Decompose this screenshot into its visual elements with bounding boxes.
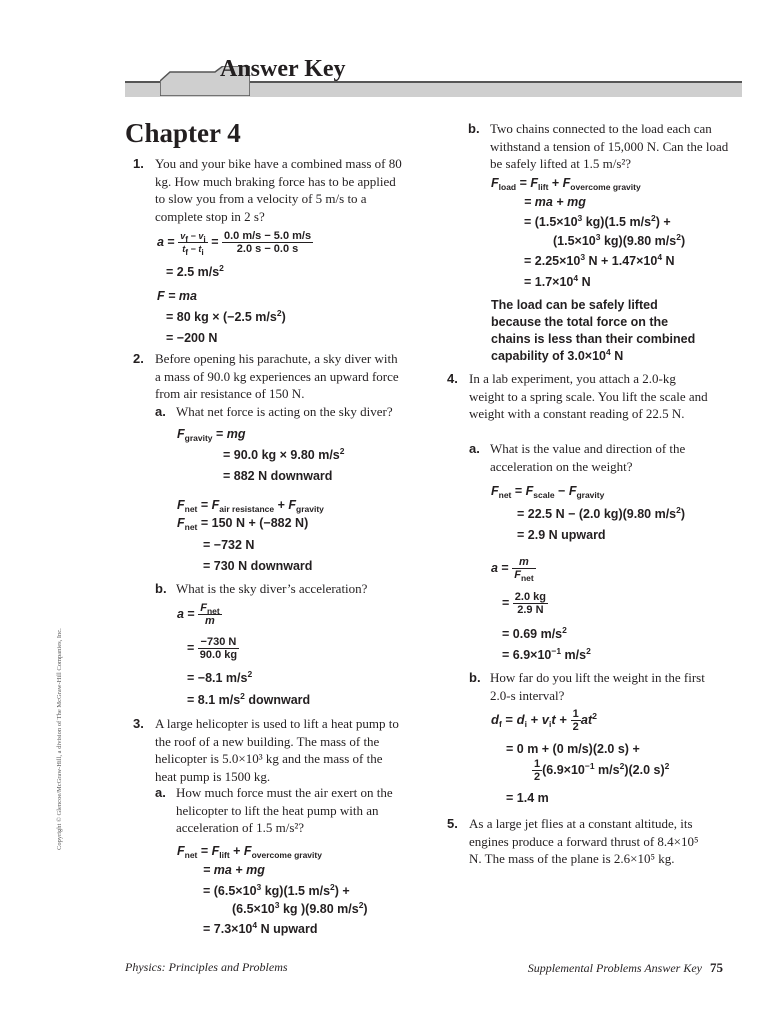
q2b-frac-den: 90.0 kg (199, 649, 238, 661)
q4a-eq-val: = 0.69 $m/s^2$ (502, 625, 567, 641)
q3b-eq-result: = $1.7\times 10^4$ N (524, 273, 591, 289)
q2-text: Before opening his parachute, a sky diver with a mass of 90.0 kg experiences an upward force from air resistance of 150 N. (155, 351, 399, 402)
q4a-frac-num: 2.0 kg (514, 591, 546, 603)
q3a-eq-sub1: = ($6.5\times 10^3$ kg)(1.5 $m/s^2$) + (203, 882, 350, 898)
page-number: 75 (710, 960, 723, 975)
q3a-eq-net: $F_{net} = F_{lift} + F_{overcome gravity}$ (177, 844, 322, 860)
q2a-eq-net-sub: $F_{net} = 150$ N + (−882 N) (177, 516, 309, 532)
q4a-text: What is the value and direction of the acceleration on the weight? (490, 441, 686, 474)
q1-frac-den: 2.0 s − 0.0 s (236, 243, 299, 255)
q3b-conclusion-1: The load can be safely lifted (491, 298, 658, 312)
q4a-label: a. (469, 441, 480, 456)
q2a-eq-net: $F_{net} = F_{air resistance} + F_{gravity}$ (177, 498, 324, 514)
q3b-text: Two chains connected to the load each can withstand a tension of 15,000 N. Can the load be safely lifted at 1.5 m/s²? (490, 121, 729, 172)
q2a-eq-net-result: = 730 N downward (203, 559, 313, 573)
q2b-eq-result: = −8.1 $m/s^2$ (187, 669, 253, 685)
q3a-label: a. (155, 785, 166, 800)
q1-eq-sub: = 80 kg × (−2.5 $m/s^2$) (166, 308, 286, 324)
q4b-eq-sub1: = 0 m + (0 m/s)(2.0 s) + (506, 742, 640, 756)
q4-number: 4. (447, 371, 458, 386)
q3a-eq-sub2: ($6.5\times 10^3$ kg )(9.80 $m/s^2$) (232, 900, 368, 916)
q2a-eq-net-val: = −732 N (203, 538, 255, 552)
q4a-eq-net: $F_{net} = F_{scale} - F_{gravity}$ (491, 484, 605, 500)
q2a-eq-weight: = 90.0 kg × 9.80 $m/s^2$ (223, 446, 345, 462)
q2b-eq-result-dir: = 8.1 $m/s^2$ downward (187, 691, 311, 707)
q3b-eq-load: $F_{load} = F_{lift} + F_{overcome gravity}$ (491, 176, 641, 192)
q1-text: You and your bike have a combined mass of 80 kg. How much braking force has to be applied to slow you from a velocity of 5 m/s to a complete stop in 2 s? (155, 156, 402, 224)
q5-text: As a large jet flies at a constant altitude, its engines produce a forward thrust of 8.4×10⁵ N. The mass of the plane is 2.6×10⁵ kg. (469, 816, 699, 867)
q4a-eq-formula: a = $\frac{m}{F_{net}}$ (491, 556, 534, 583)
header-title: Answer Key (220, 56, 346, 82)
q4b-label: b. (469, 670, 481, 685)
q2b-eq-formula: a = $\frac{F_{net}}{m}$ (177, 602, 220, 627)
q2b-frac-num: −730 N (198, 636, 239, 649)
q1-number: 1. (133, 156, 144, 171)
q4a-eq-sub: = 22.5 N − (2.0 kg)(9.80 $m/s^2$) (517, 505, 686, 521)
q4b-eq-formula: $d_f = d_i + v_it$ + $\frac{1}{2}$ $at^2$ (491, 708, 597, 733)
q3b-eq-ma-mg: = ma + mg (524, 195, 586, 209)
footer-section-title: Supplemental Problems Answer Key (527, 961, 702, 975)
q2a-label: a. (155, 404, 166, 419)
q3-number: 3. (133, 716, 144, 731)
chapter-title: Chapter 4 (125, 118, 241, 148)
q3b-conclusion-3: chains is less than their combined (491, 332, 696, 346)
q3b-eq-sub1: = ($1.5\times 10^3$ kg)(1.5 $m/s^2$) + (524, 213, 671, 229)
q4a-eq-frac: = $\frac{2.0 kg}{2.9 N}$ (502, 591, 546, 616)
q3a-eq-result: = $7.3\times 10^4$ N upward (203, 920, 318, 936)
q4a-eq-result: = 2.9 N upward (517, 528, 606, 542)
q3a-text: How much force must the air exert on the helicopter to lift the heat pump with an acceleration of 1.5 m/s²? (176, 785, 393, 836)
q4b-eq-result: = 1.4 m (506, 791, 549, 805)
footer-book-title: Physics: Principles and Problems (125, 960, 288, 974)
q3b-conclusion-4: capability of $3.0\times 10^4$ N (491, 347, 624, 363)
q2-number: 2. (133, 351, 144, 366)
q2a-eq-gravity: $F_{gravity}$ = mg (177, 427, 246, 443)
q3b-eq-sum: = $2.25\times 10^3$ $N + 1.47\times 10^4$ N (524, 252, 675, 268)
q1-eq-newton: F = ma (157, 289, 197, 303)
q1-frac-num: 0.0 m/s − 5.0 m/s (223, 230, 312, 242)
q3-text: A large helicopter is used to lift a heat pump to the roof of a new building. The mass of the helicopter is 5.0×10³ kg and the mass of the heat pump is 1500 kg. (155, 716, 399, 784)
copyright-notice: Copyright © Glencoe/McGraw-Hill, a division of The McGraw-Hill Companies, Inc. (56, 628, 63, 850)
q1-eq-result-a: = 2.5 $m/s^2$ (166, 263, 224, 279)
q2b-label: b. (155, 581, 167, 596)
q4a-frac-den: 2.9 N (517, 604, 544, 616)
q3b-conclusion-2: because the total force on the (491, 315, 669, 329)
q4-text: In a lab experiment, you attach a 2.0-kg weight to a spring scale. You lift the scale and weight with a constant reading of 22.5 N. (469, 371, 708, 422)
q2b-eq-sub: = $\frac{-730 N}{90.0 kg}$ (187, 636, 238, 661)
q2a-eq-weight-result: = 882 N downward (223, 469, 333, 483)
q3a-eq-ma-mg: = ma + mg (203, 863, 265, 877)
footer-section (528, 960, 723, 976)
q2b-text: What is the sky diver’s acceleration? (176, 581, 368, 596)
q1-eq-result-f: = −200 N (166, 331, 218, 345)
q1-eq-accel: a = $\frac{v_f - v_i}{t_f - t_i}$ = $\frac{0.0 m/s - 5.0 m/s}{2.0 s - 0.0 s}$ (157, 230, 312, 257)
q4b-eq-sub2: $\frac{1}{2}$ ($6.9\times 10^{-1}$ $m/s^2)(2.0$ s)$^2$ (534, 758, 670, 783)
q2a-text: What net force is acting on the sky diver? (176, 404, 393, 419)
q5-number: 5. (447, 816, 458, 831)
q4a-eq-result2: = $6.9\times 10^{-1}$ $m/s^2$ (502, 646, 591, 662)
q4b-text: How far do you lift the weight in the first 2.0-s interval? (490, 670, 705, 703)
q3b-label: b. (468, 121, 480, 136)
q3b-eq-sub2: ($1.5\times 10^3$ kg)(9.80 $m/s^2$) (553, 232, 686, 248)
